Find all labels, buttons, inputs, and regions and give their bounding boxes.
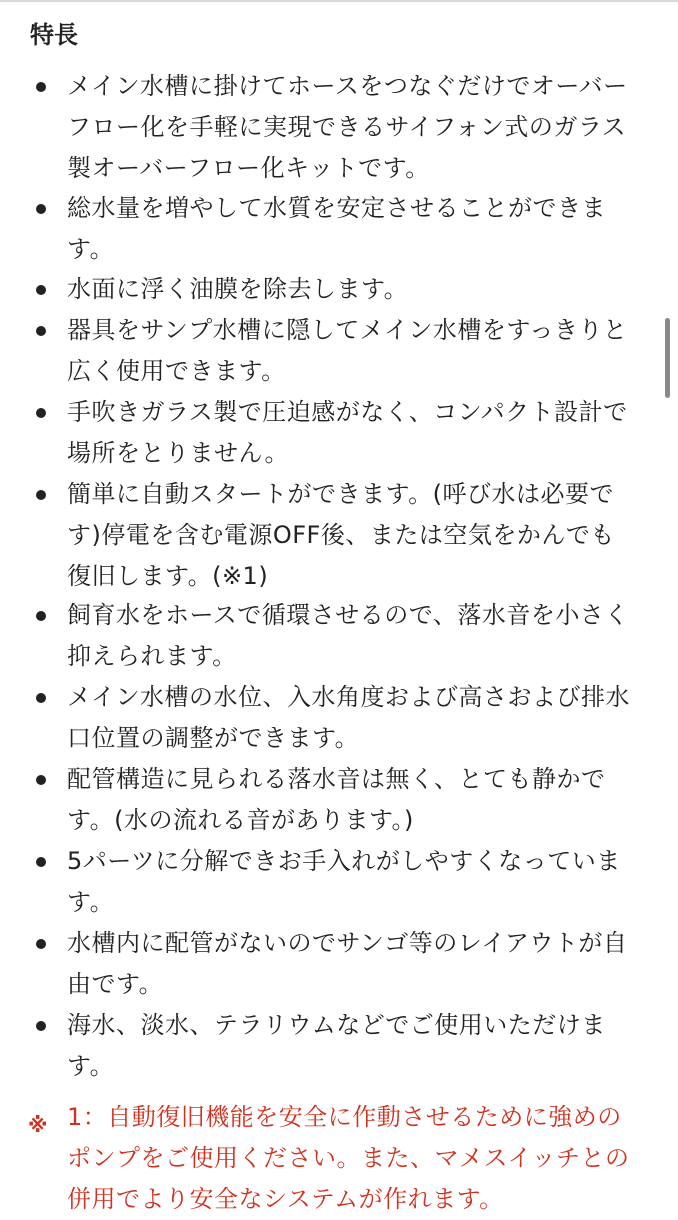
bullet-icon [36, 204, 46, 214]
bullet-icon [36, 326, 46, 336]
feature-text: 水面に浮く油膜を除去します。 [67, 275, 409, 303]
bullet-icon [36, 611, 46, 621]
footnote-text: 1：自動復旧機能を安全に作動させるために強めの ポンプをご使用ください。また、マメスイッチとの 併用でより安全なシステムが作れます。 [67, 1103, 630, 1213]
feature-text: 海水、淡水、テラリウムなどでご使用いただけま す。 [67, 1011, 606, 1080]
feature-text: 簡単に自動スタートができます。(呼び水は必要で す)停電を含む電源OFF後、または空気をかんでも 復旧します。(※1) [67, 480, 615, 590]
bullet-icon [36, 693, 46, 703]
feature-text: 手吹きガラス製で圧迫感がなく、コンパクト設計で 場所をとりません。 [67, 398, 628, 467]
feature-text: 水槽内に配管がないのでサンゴ等のレイアウトが自 由です。 [67, 929, 628, 998]
section-title: 特長 [30, 21, 78, 49]
feature-text: メイン水槽に掛けてホースをつなぐだけでオーバー フロー化を手軽に実現できるサイフォン式のガラス 製オーバーフロー化キットです。 [67, 72, 628, 182]
reference-mark-icon: ※ [28, 1113, 48, 1137]
bullet-icon [36, 857, 46, 867]
bullet-icon [36, 82, 46, 92]
top-divider [0, 0, 678, 2]
feature-text: 器具をサンプ水槽に隠してメイン水槽をすっきりと 広く使用できます。 [67, 316, 628, 385]
feature-text: 5パーツに分解できお手入れがしやすくなっていま す。 [67, 847, 621, 916]
bullet-icon [36, 285, 46, 295]
bullet-icon [36, 775, 46, 785]
feature-text: 配管構造に見られる落水音は無く、とても静かで す。(水の流れる音があります。) [67, 765, 606, 834]
bullet-icon [36, 939, 46, 949]
feature-text: 飼育水をホースで循環させるので、落水音を小さく 抑えられます。 [67, 601, 629, 670]
bullet-icon [36, 490, 46, 500]
bullet-icon [36, 1021, 46, 1031]
scrollbar-thumb[interactable] [665, 318, 670, 398]
bullet-icon [36, 408, 46, 418]
feature-text: 総水量を増やして水質を安定させることができま す。 [67, 194, 606, 263]
feature-text: メイン水槽の水位、入水角度および高さおよび排水 口位置の調整ができます。 [67, 683, 631, 752]
